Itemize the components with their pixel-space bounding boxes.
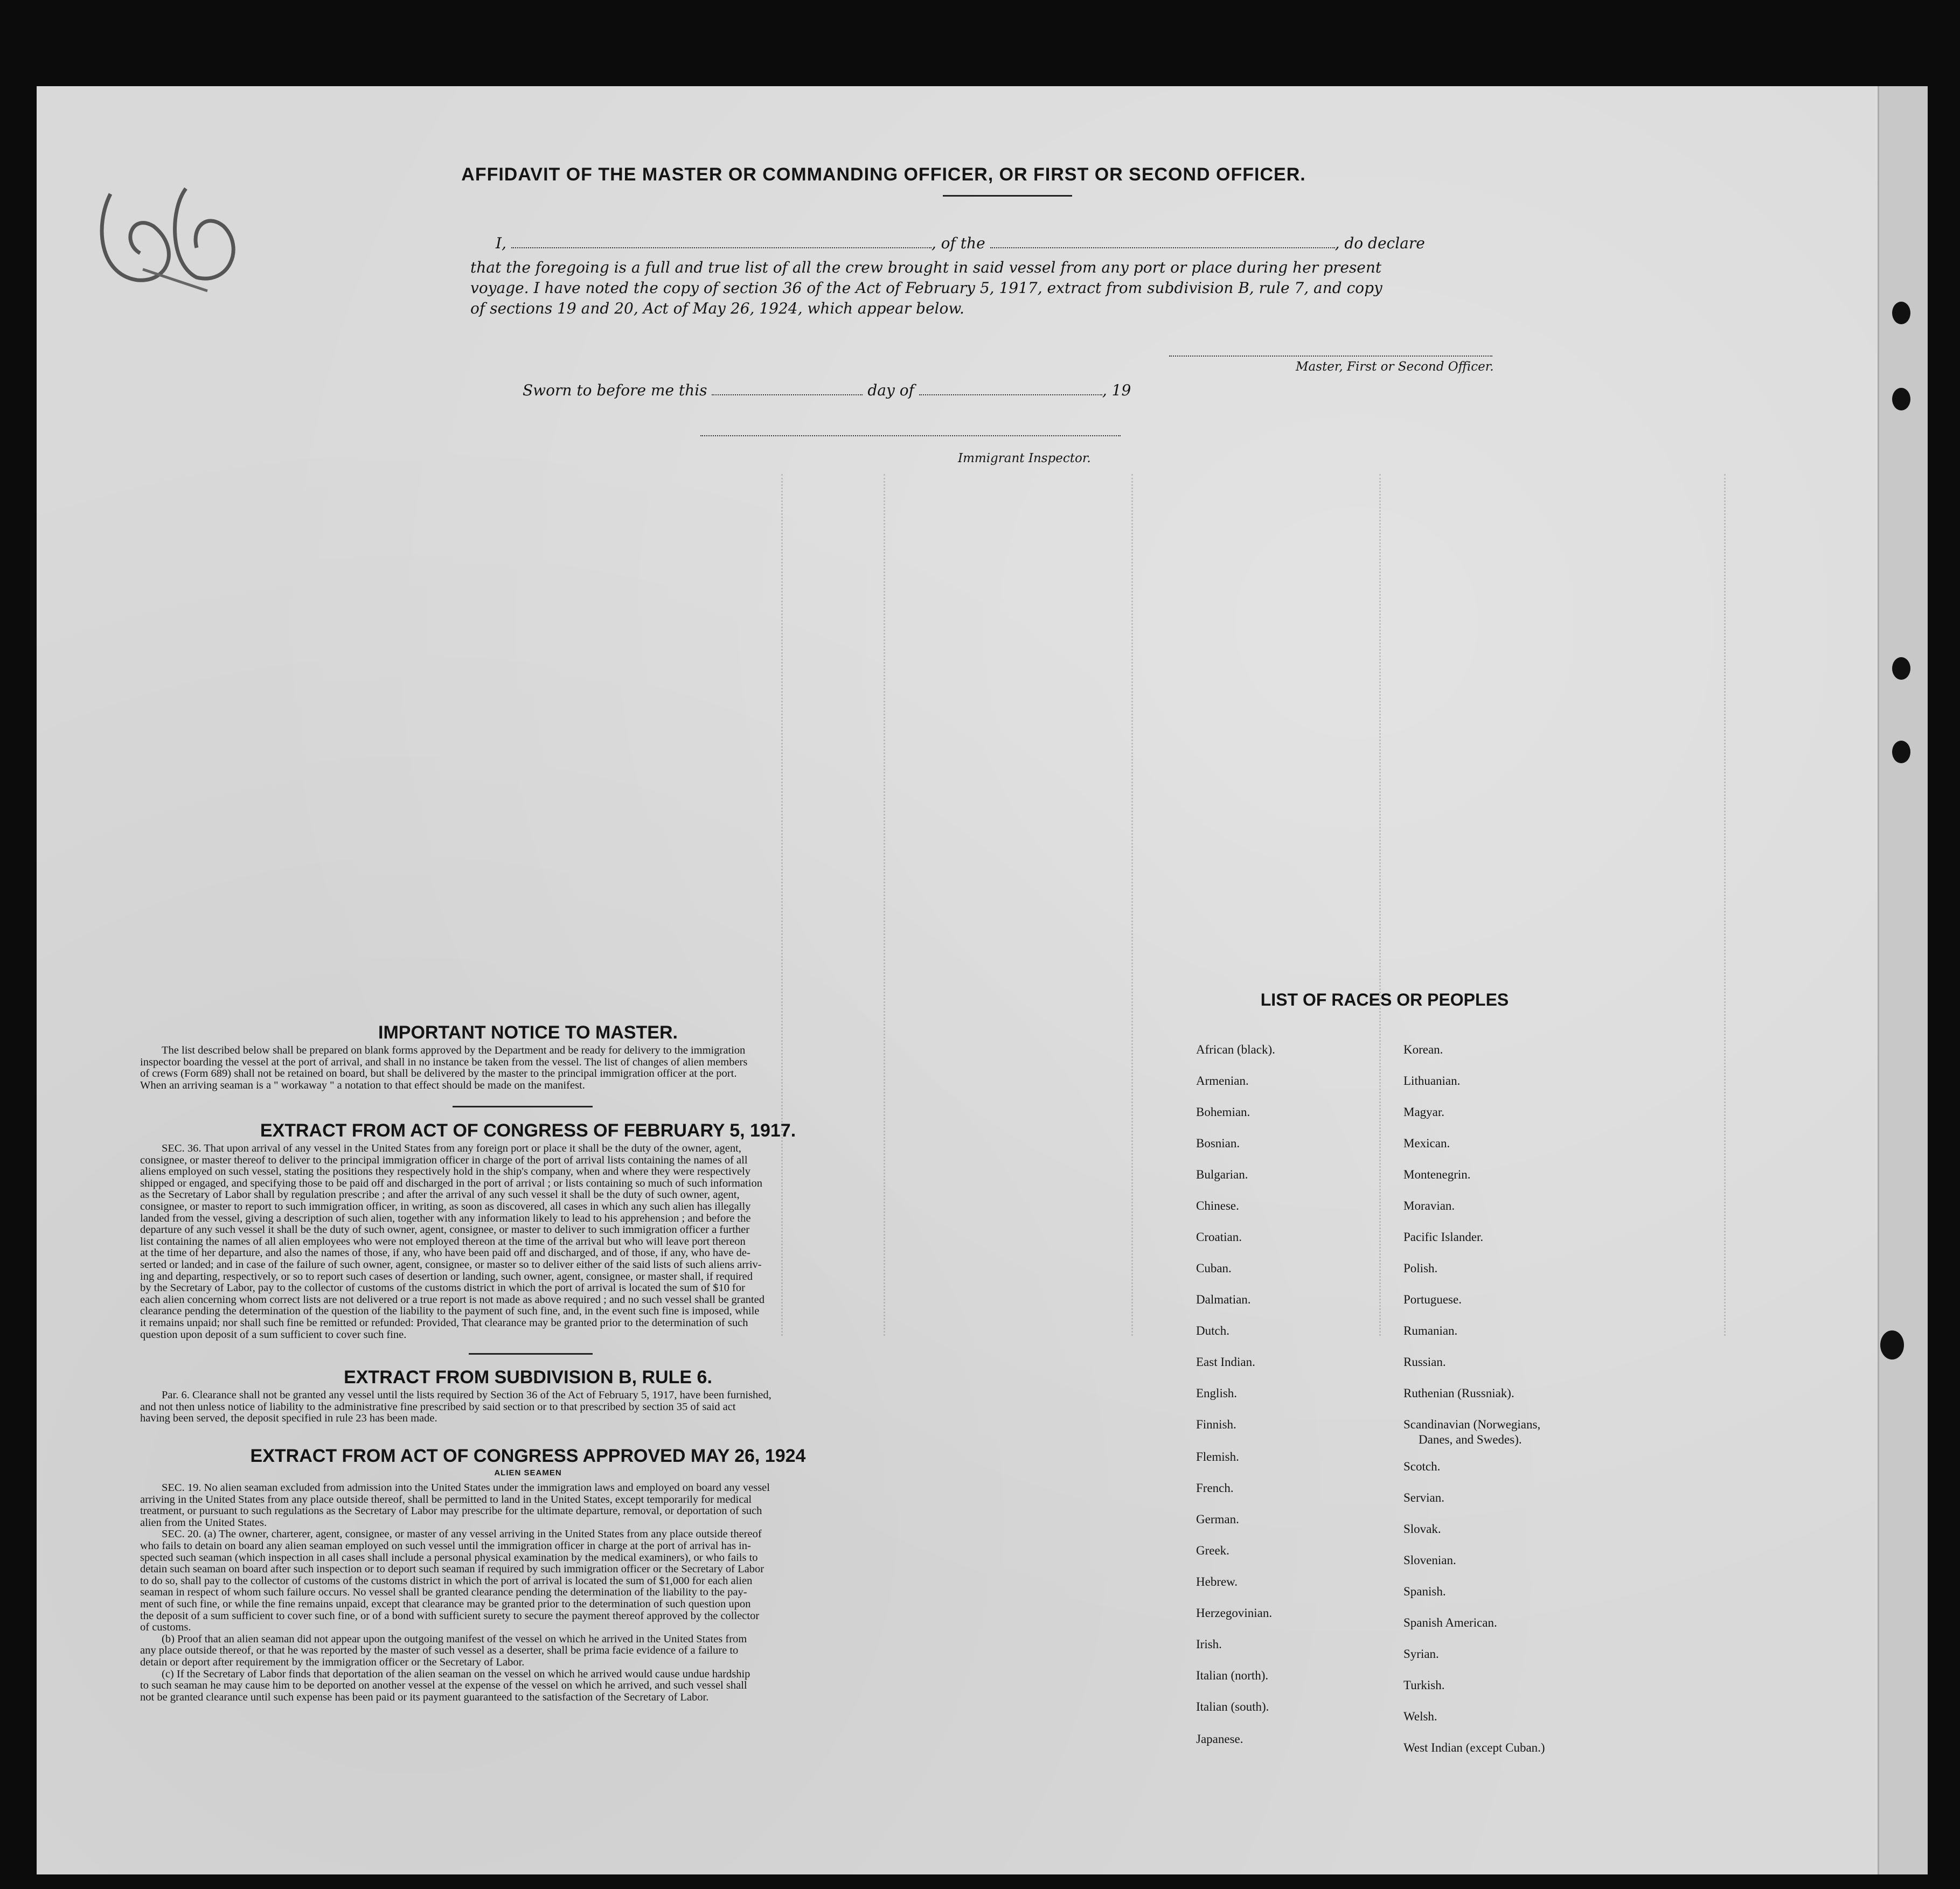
race-item: Flemish. (1196, 1450, 1239, 1463)
section-rule (469, 1353, 593, 1355)
extract-line: of customs. (140, 1621, 191, 1634)
race-item: Spanish. (1403, 1585, 1446, 1598)
extract-line: spected such seaman (which inspection in all cases shall include a personal physical examination by the medical examiners), or who fails to (140, 1551, 758, 1564)
race-item: Slovak. (1403, 1522, 1441, 1536)
year-label: , 19 (1102, 381, 1131, 399)
race-item: West Indian (except Cuban.) (1403, 1741, 1545, 1754)
race-item: Danes, and Swedes). (1419, 1433, 1522, 1446)
extract-line: by the Secretary of Labor, pay to the collector of customs of the customs district in which the port of arrival is located the sum of $10 for (140, 1282, 745, 1294)
race-item: Polish. (1403, 1261, 1438, 1275)
race-item: Turkish. (1403, 1678, 1445, 1692)
race-item: Welsh. (1403, 1710, 1437, 1723)
binder-hole (1892, 302, 1910, 324)
race-item: Italian (north). (1196, 1669, 1269, 1682)
race-item: Dutch. (1196, 1324, 1229, 1337)
extract-line: treatment, or pursuant to such regulations as the Secretary of Labor may prescribe for the ultimate departure, removal, or deportation of such (140, 1505, 762, 1517)
race-item: Russian. (1403, 1355, 1446, 1369)
race-item: Mexican. (1403, 1137, 1450, 1150)
bleed-through-line (1724, 474, 1726, 1336)
extract-line: landed from the vessel, giving a description of such alien, together with any information likely to lead to his apprehension ; and before the (140, 1212, 751, 1224)
affidavit-statement-1: that the foregoing is a full and true list of all the crew brought in said vessel from any port or place during her present (470, 259, 1382, 276)
notice-line: The list described below shall be prepared on blank forms approved by the Department and be ready for delivery to the immigration (162, 1044, 746, 1056)
race-item: Dalmatian. (1196, 1293, 1251, 1306)
extract-line: not be granted clearance until such expense has been paid or its payment guaranteed to the satisfaction of the Secretary of Labor. (140, 1691, 709, 1703)
race-item: Rumanian. (1403, 1324, 1458, 1337)
extract-line: consignee, or master to report to such immigration officer, in writing, as soon as discovered, all cases in which any such alien has illegally (140, 1200, 751, 1212)
extract-line: to do so, shall pay to the collector of customs of the customs district in which the port of arrival is located the sum of $1,000 for each alien (140, 1574, 753, 1587)
extract-1917-body (140, 1143, 937, 1341)
extract-line: arriving in the United States from any place outside thereof, shall be permitted to land in the United States, except temporarily for medical (140, 1493, 752, 1505)
day-of-label: day of (867, 381, 914, 399)
day-blank[interactable] (712, 394, 863, 395)
binder-hole (1892, 657, 1910, 680)
extract-line: clearance pending the determination of the question of the liability to the payment of such fine, and, in the event such fine is imposed, while (140, 1305, 760, 1318)
race-item: Moravian. (1403, 1199, 1455, 1212)
race-item: Irish. (1196, 1637, 1222, 1651)
race-item: Servian. (1403, 1491, 1445, 1504)
sworn-label: Sworn to before me this (523, 381, 707, 399)
extract-1917-title: EXTRACT FROM ACT OF CONGRESS OF FEBRUARY 5, 1917. (260, 1120, 796, 1141)
bleed-through-line (1131, 474, 1133, 1336)
extract-line: having been served, the deposit specified in rule 23 has been made. (140, 1412, 437, 1425)
extract-line: who fails to detain on board any alien seaman employed on such vessel until the immigration officer in charge at the port of arrival has in- (140, 1539, 751, 1552)
race-item: Portuguese. (1403, 1293, 1462, 1306)
race-item: Cuban. (1196, 1261, 1232, 1275)
extract-line: at the time of her departure, and also the names of those, if any, who have been paid off and discharged, and of those, if any, who have de- (140, 1247, 750, 1259)
extract-line: consignee, or master thereof to deliver to the principal immigration officer in charge of the port of arrival lists containing the names of all (140, 1154, 748, 1166)
race-item: Italian (south). (1196, 1700, 1269, 1713)
signature-line[interactable] (1169, 356, 1492, 357)
extract-line: (b) Proof that an alien seaman did not appear upon the outgoing manifest of the vessel on which he arrived in the United States from (162, 1633, 747, 1645)
race-item: Bohemian. (1196, 1105, 1250, 1119)
notice-line: of crews (Form 689) shall not be retained on board, but shall be delivered by the master to the principal immigration officer at the port. (140, 1068, 737, 1080)
signature-label: Master, First or Second Officer. (1296, 360, 1494, 374)
race-item: Lithuanian. (1403, 1074, 1461, 1088)
extract-line: Par. 6. Clearance shall not be granted any vessel until the lists required by Section 36 of the Act of February 5, 1917, have been furnished, (162, 1389, 772, 1401)
binder-hole (1880, 1330, 1904, 1360)
extract-line: serted or landed; and in case of the failure of such owner, agent, consignee, or master so to deliver either of the said lists of such aliens arriv- (140, 1258, 762, 1271)
extract-line: and not then unless notice of liability to the administrative fine prescribed by said section or to that prescribed by section 35 of said act (140, 1400, 736, 1413)
notice-body (140, 1045, 937, 1091)
race-item: Ruthenian (Russniak). (1403, 1386, 1514, 1400)
extract-line: SEC. 20. (a) The owner, charterer, agent, consignee, or master of any vessel arriving in the United States from any place outside thereof (162, 1528, 762, 1541)
binder-hole (1892, 388, 1910, 410)
notice-line: When an arriving seaman is a " workaway " a notation to that effect should be made on the manifest. (140, 1079, 585, 1091)
extract-line: any place outside thereof, or that he was reported by the master of such vessel as a deserter, shall be prima facie evidence of a failure to (140, 1644, 739, 1657)
extract-line: ing and departing, respectively, or so to report such cases of desertion or landing, such owner, agent, consignee, or master shall, if required (140, 1270, 753, 1282)
month-blank[interactable] (919, 394, 1102, 395)
extract-line: the deposit of a sum sufficient to cover such fine, or of a bond with sufficient surety to secure the payment thereof approved by the collector (140, 1609, 760, 1622)
race-item: Japanese. (1196, 1732, 1243, 1746)
inspector-signature-line[interactable] (700, 435, 1121, 436)
i-label: I, (496, 234, 506, 252)
race-item: East Indian. (1196, 1355, 1255, 1369)
extract-line: alien from the United States. (140, 1516, 267, 1529)
race-item: Korean. (1403, 1043, 1443, 1056)
race-item: Bosnian. (1196, 1137, 1240, 1150)
race-item: Croatian. (1196, 1230, 1242, 1244)
race-item: Syrian. (1403, 1647, 1439, 1661)
race-item: African (black). (1196, 1043, 1275, 1056)
race-item: Scandinavian (Norwegians, (1403, 1418, 1541, 1431)
extract-line: detain such seaman on board after such inspection or to deport such seaman if required by such immigration officer or the Secretary of Labor (140, 1563, 764, 1576)
extract-1924-title: EXTRACT FROM ACT OF CONGRESS APPROVED MAY 26, 1924 (250, 1446, 806, 1466)
extract-line: question upon deposit of a sum sufficient to cover such fine. (140, 1328, 407, 1341)
race-item: Spanish American. (1403, 1616, 1497, 1629)
extract-line: departure of any such vessel it shall be the duty of such owner, agent, consignee, or master to deliver to such immigration officer a further (140, 1224, 750, 1236)
notice-line: inspector boarding the vessel at the port of arrival, and shall in no instance be taken from the vessel. The list of changes of alien members (140, 1056, 748, 1068)
extract-line: detain or deport after requirement by the immigration officer or the Secretary of Labor. (140, 1656, 525, 1668)
race-item: Greek. (1196, 1544, 1229, 1557)
race-item: Herzegovinian. (1196, 1606, 1273, 1620)
extract-line: to such seaman he may cause him to be deported on another vessel at the expense of the vessel on which he arrived, and such vessel shall (140, 1679, 747, 1692)
race-item: Montenegrin. (1403, 1168, 1471, 1181)
extract-line: shipped or engaged, and specifying those to be paid off and discharged in the port of arrival ; or lists containing so much of such information (140, 1177, 762, 1189)
name-blank[interactable] (511, 247, 932, 248)
extract-1924-subtitle: ALIEN SEAMEN (494, 1468, 562, 1477)
extract-line: seaman in respect of whom such failure occurs. No vessel shall be granted clearance pending the determination of the liability to the pay- (140, 1586, 747, 1599)
extract-line: SEC. 19. No alien seaman excluded from admission into the United States under the immigration laws and employed on board any vessel (162, 1482, 770, 1494)
race-item: Scotch. (1403, 1460, 1441, 1473)
notice-title: IMPORTANT NOTICE TO MASTER. (378, 1022, 678, 1043)
extract-line: each alien concerning whom correct lists are not delivered or a true report is not made as above required ; and no such vessel shall be granted (140, 1293, 764, 1306)
race-item: Bulgarian. (1196, 1168, 1248, 1181)
extract-line: aliens employed on such vessel, stating the positions they respectively hold in the ship's company, when and where they were respectively (140, 1166, 750, 1178)
sheet-edge (1878, 86, 1928, 1874)
extract-line: it remains unpaid; nor shall such fine be remitted or refunded: Provided, That clearance may be granted prior to the determination of such (140, 1316, 748, 1329)
affidavit-statement-3: of sections 19 and 20, Act of May 26, 1924, which appear below. (470, 299, 964, 317)
of-the-label: , of the (931, 234, 985, 252)
extract-line: list containing the names of all alien employees who were not employed thereon at the time of the arrival but who will leave port thereon (140, 1235, 746, 1247)
race-item: Slovenian. (1403, 1553, 1456, 1567)
race-item: Magyar. (1403, 1105, 1445, 1119)
sworn-line (523, 381, 1131, 399)
race-item: Hebrew. (1196, 1575, 1238, 1588)
declare-label: , do declare (1335, 234, 1425, 252)
vessel-blank[interactable] (990, 247, 1335, 248)
extract-rule6-body (140, 1390, 937, 1425)
section-rule (453, 1106, 593, 1107)
extract-1924-body (140, 1482, 937, 1703)
race-item: Chinese. (1196, 1199, 1239, 1212)
binder-hole (1892, 741, 1910, 763)
extract-line: as the Secretary of Labor shall by regulation prescribe ; and after the arrival of any such vessel it shall be the duty of such owner, agent, (140, 1189, 740, 1201)
affidavit-title: AFFIDAVIT OF THE MASTER OR COMMANDING OFFICER, OR FIRST OR SECOND OFFICER. (461, 164, 1306, 185)
affidavit-statement-2: voyage. I have noted the copy of section 36 of the Act of February 5, 1917, extract from subdivision B, rule 7, and copy (470, 279, 1382, 297)
title-rule (943, 195, 1072, 197)
extract-line: (c) If the Secretary of Labor finds that deportation of the alien seaman on the vessel on which he arrived would cause undue hardship (162, 1668, 750, 1680)
extract-line: SEC. 36. That upon arrival of any vessel in the United States from any foreign port or place it shall be the duty of the owner, agent, (162, 1142, 741, 1154)
race-item: Finnish. (1196, 1418, 1236, 1431)
race-item: Armenian. (1196, 1074, 1249, 1088)
races-title: LIST OF RACES OR PEOPLES (1260, 990, 1509, 1009)
races-right-column (1403, 1043, 1662, 1754)
race-item: French. (1196, 1481, 1234, 1495)
inspector-label: Immigrant Inspector. (958, 451, 1091, 465)
race-item: Pacific Islander. (1403, 1230, 1484, 1244)
race-item: English. (1196, 1386, 1238, 1400)
race-item: German. (1196, 1512, 1239, 1526)
affidavit-declaration-line (496, 234, 1476, 252)
extract-rule6-title: EXTRACT FROM SUBDIVISION B, RULE 6. (344, 1367, 712, 1388)
extract-line: ment of such fine, or while the fine remains unpaid, except that clearance may be granted prior to the determination of such question upon (140, 1598, 751, 1610)
